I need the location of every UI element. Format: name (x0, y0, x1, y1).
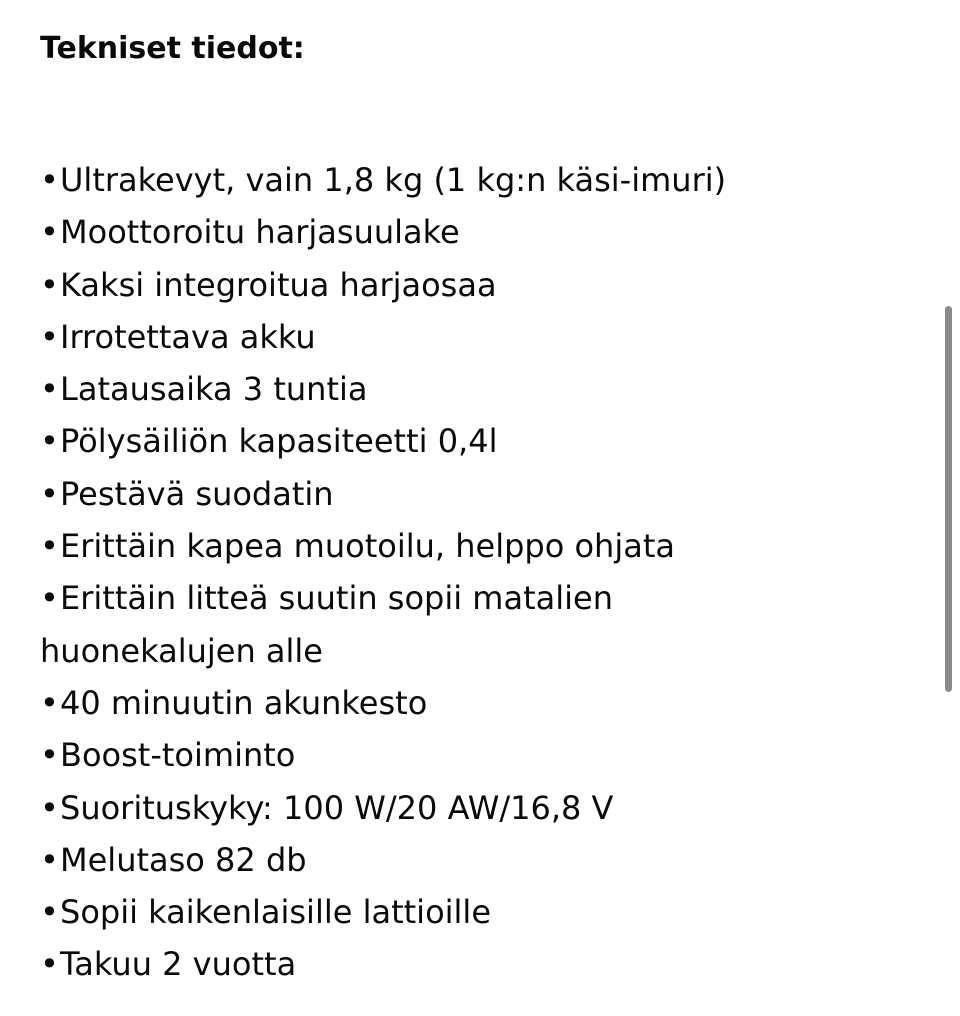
bullet-icon: • (40, 474, 59, 513)
list-item-text: Suorituskyky: 100 W/20 AW/16,8 V (60, 788, 614, 827)
page-title: Tekniset tiedot: (40, 31, 305, 66)
bullet-icon: • (40, 370, 59, 409)
bullet-icon: • (40, 893, 59, 932)
list-item (40, 677, 920, 729)
list-item-text: Pölysäiliön kapasiteetti 0,4l (60, 422, 498, 461)
list-item-text: Latausaika 3 tuntia (60, 370, 368, 409)
bullet-icon: • (40, 265, 59, 304)
list-item-text: Takuu 2 vuotta (60, 945, 297, 984)
spacer (40, 74, 920, 154)
list-item-text: Sopii kaikenlaisille lattioille (60, 893, 491, 932)
list-item (40, 259, 920, 311)
list-item (40, 154, 920, 206)
bullet-icon: • (40, 579, 59, 618)
list-item (40, 886, 920, 938)
list-item-text: Boost-toiminto (60, 736, 296, 775)
list-item (40, 520, 920, 572)
list-item (40, 415, 920, 467)
list-item-text: 40 minuutin akunkesto (60, 683, 428, 722)
bullet-icon: • (40, 736, 59, 775)
list-item-text: Melutaso 82 db (60, 840, 307, 879)
list-item-text: Moottoroitu harjasuulake (60, 213, 460, 252)
list-item-text: Pestävä suodatin (60, 474, 334, 513)
bullet-icon: • (40, 840, 59, 879)
list-item-text: Erittäin litteä suutin sopii matalien huonekalujen alle (40, 579, 613, 670)
list-item (40, 729, 920, 781)
list-item (40, 572, 680, 677)
list-item (40, 782, 920, 834)
spec-content (40, 24, 920, 991)
list-item-text: Ultrakevyt, vain 1,8 kg (1 kg:n käsi-imuri) (60, 161, 727, 199)
bullet-icon: • (40, 213, 59, 252)
bullet-icon: • (40, 945, 59, 984)
bullet-icon: • (40, 422, 59, 461)
bullet-icon: • (40, 788, 59, 827)
list-item (40, 311, 920, 363)
bullet-icon: • (40, 161, 59, 199)
spec-list (40, 154, 920, 991)
list-item (40, 363, 920, 415)
list-item-text: Irrotettava akku (60, 317, 316, 356)
bullet-icon: • (40, 317, 59, 356)
list-item (40, 834, 920, 886)
list-item (40, 206, 920, 258)
vertical-scrollbar[interactable] (945, 306, 952, 692)
list-item-text: Kaksi integroitua harjaosaa (60, 265, 497, 304)
list-item (40, 468, 920, 520)
bullet-icon: • (40, 527, 59, 566)
list-item-text: Erittäin kapea muotoilu, helppo ohjata (60, 527, 675, 566)
list-item (40, 938, 920, 990)
bullet-icon: • (40, 683, 59, 722)
